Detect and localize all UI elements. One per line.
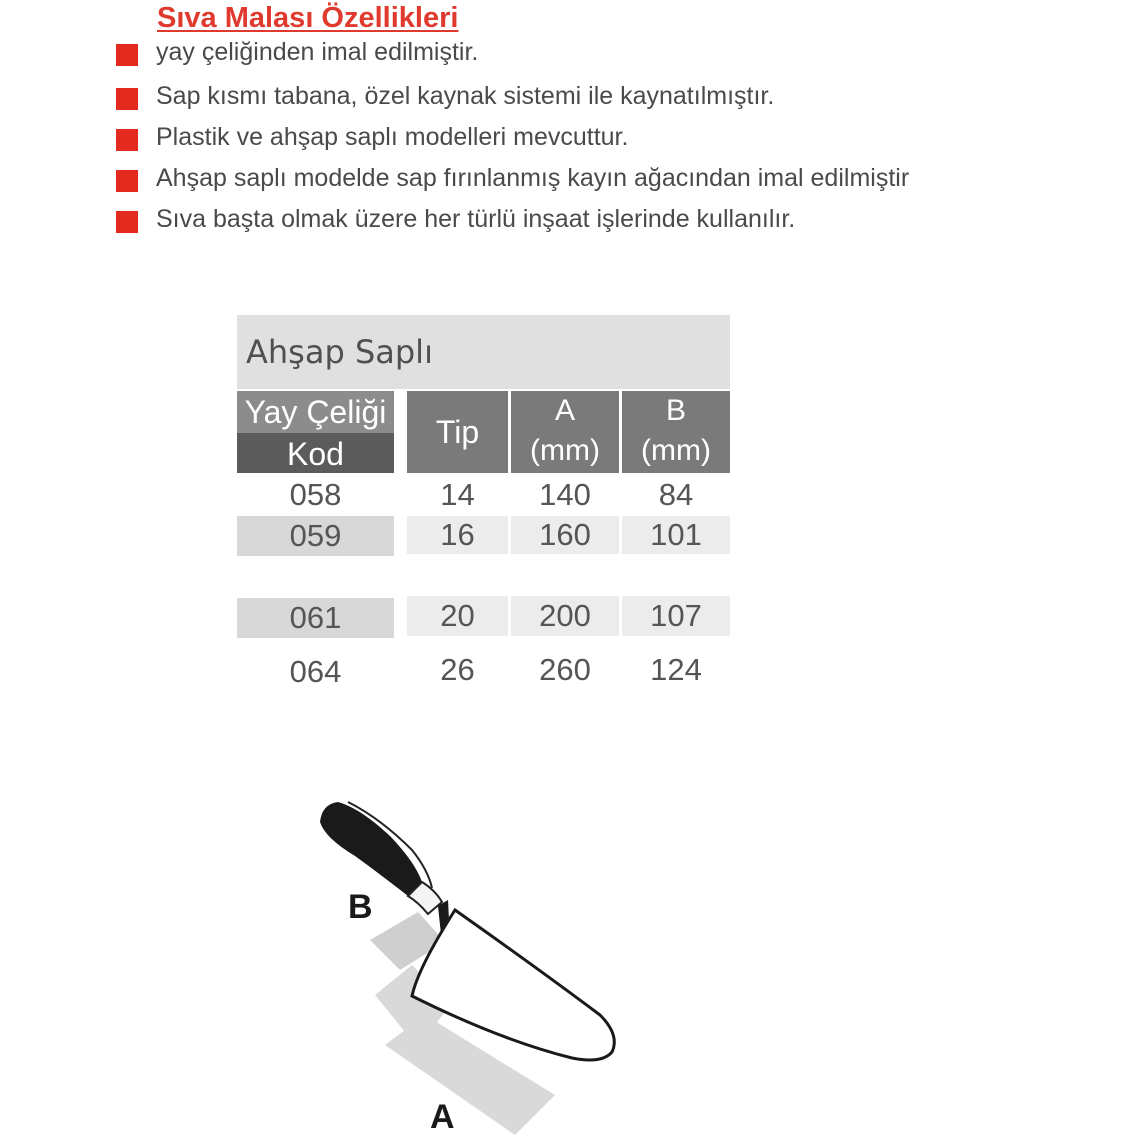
header-b <box>622 391 730 473</box>
square-bullet-icon <box>116 211 138 233</box>
square-bullet-icon <box>116 129 138 151</box>
square-bullet-icon <box>116 170 138 192</box>
feature-text: Sap kısmı tabana, özel kaynak sistemi ile kaynatılmıştır. <box>156 82 775 110</box>
header-tip: Tip <box>407 391 508 473</box>
diagram-label-a: A <box>430 1098 455 1135</box>
table-title: Ahşap Saplı <box>246 333 433 371</box>
table-cell-b: 107 <box>622 596 730 636</box>
table-cell-b: 101 <box>622 516 730 554</box>
feature-text: Ahşap saplı modelde sap fırınlanmış kayın ağacından imal edilmiştir <box>156 164 910 192</box>
trowel-diagram <box>300 790 640 1135</box>
table-cell-kod: 061 <box>237 598 394 638</box>
header-b-unit: (mm) <box>641 434 711 467</box>
table-cell-a: 200 <box>511 596 619 636</box>
feature-text: Plastik ve ahşap saplı modelleri mevcuttur. <box>156 123 629 151</box>
table-cell-kod: 059 <box>237 516 394 556</box>
table-cell-tip: 14 <box>440 477 475 512</box>
diagram-label-b: B <box>348 888 373 926</box>
table-cell-kod: 064 <box>289 654 342 689</box>
table-cell-kod: 058 <box>289 477 342 512</box>
header-kod-top: Yay Çeliği <box>237 391 394 433</box>
square-bullet-icon <box>116 88 138 110</box>
header-a-label: A <box>554 394 575 427</box>
table-cell-a: 140 <box>539 477 591 512</box>
table-cell-b: 84 <box>658 477 694 512</box>
table-cell-tip: 20 <box>407 596 508 636</box>
page-title: Sıva Malası Özellikleri <box>157 2 459 34</box>
header-b-label: B <box>665 394 686 427</box>
table-cell-a: 160 <box>511 516 619 554</box>
header-a-unit: (mm) <box>530 434 600 467</box>
table-cell-tip: 16 <box>407 516 508 554</box>
table-cell-b: 124 <box>650 652 702 687</box>
feature-text: yay çeliğinden imal edilmiştir. <box>156 38 479 66</box>
feature-text: Sıva başta olmak üzere her türlü inşaat işlerinde kullanılır. <box>156 205 796 233</box>
table-cell-a: 260 <box>539 652 591 687</box>
square-bullet-icon <box>116 44 138 66</box>
header-a <box>511 391 619 473</box>
header-kod: Kod <box>237 433 394 473</box>
table-cell-tip: 26 <box>440 652 475 687</box>
